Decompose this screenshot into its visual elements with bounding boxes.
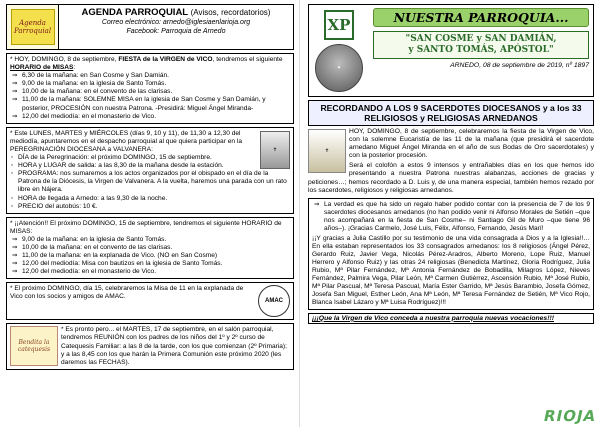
list-item: ⇒ 12,00 del mediodía: Misa con bautizos en la iglesia de Santo Tomás.: [22, 260, 290, 268]
virgin-image-icon: ✝: [260, 131, 290, 169]
virgin-statue-icon: ✝: [308, 129, 346, 173]
agenda-logo-icon: Agenda Parroquial: [11, 9, 55, 45]
agenda-header: [6, 4, 294, 50]
agenda-facebook: Facebook: Parroquia de Arnedo: [126, 28, 226, 35]
notice-catechesis: Bendita la catequesis * Es pronto pero... el MARTES, 17 de septiembre, en el salón parroquial, tendremos REUNIÓN con los padres de los niños del 1º y 2º curso de Catequesis Familiar: a las 8 de la tarde, con los que comienzan (2º Primaria); y a las 8,45 con los que harán la Primera Comunión este próximo 2020 (les daremos las FECHAS).: [6, 323, 294, 369]
list-item: ⇒ 11,00 de la mañana: en la explanada de Vico. (NO en San Cosme): [22, 252, 290, 260]
list-item: ◦ DÍA de la Peregrinación: el próximo DOMINGO, 15 de septiembre.: [18, 154, 290, 162]
notice-pilgrimage: ✝ * Este LUNES, MARTES y MIÉRCOLES (días 9, 10 y 11), de 11,30 a 12,30 del mediodía, apuntaremos en el despacho parroquial al que quiera participar en la PEREGRINACIÓN DIOCESANA a VALVANERA: ◦ DÍA de la Peregrinación: el próximo DOMINGO, 15 de septiembre. ◦ HORA y LUGAR de salida: a las 8,30 de la mañana desde la estación. ◦ PROGRAMA: nos sumaremos a los actos organizados por el obispado en el día de la Patrona de la Diócesis, la Virgen de Valvanera. A la vuelta, haremos una parada con un rato libre en Nájera. ◦ HORA de llegada a Arnedo: a las 9,30 de la noche. ◦ PRECIO del autobús: 10 €.: [6, 127, 294, 214]
parish-names: "SAN COSME y SAN DAMIÁN, y SANTO TOMÁS, APÓSTOL": [373, 31, 589, 59]
list-item: ◦ HORA de llegada a Arnedo: a las 9,30 de la noche.: [18, 195, 290, 203]
right-page: [300, 0, 600, 427]
article-highlight-box: ⇒ La verdad es que ha sido un regalo haber podido contar con la presencia de 7 de los 9 sacerdotes diocesanos arnedanos (no han podido venir ni Alfonso Morales de Setién –que nos acompañará en la fiesta de San Cosme– ni Santiago Gil de Muro –que tiene 96 años–). ¡Gracias Carmelo, José Luis, Félix, Alfonso, Fernando, Jesús Marí! ¡¡Y gracias a Julia Castillo por su testimonio de una vida consagrada a Dios y a la Iglesia!!… En ella estaban representados los 33 consagrados arnedanos: los 8 religiosos (Ángel Pérez, Gerardo Ruiz, Javier Vega, Nicolás Pérez-Aradros, Alberto Moreno, Lope Ruiz, Manuel Herrero y Alfonso Ruiz) y las otras 24 religiosas (Benedicta Martínez, Gloria Rodríguez, Julia Rubio, Mª Pilar Fernández, Mª Antonia Fernández de Bobadilla, Milagros López, Nieves Fernández, Palmira Vega, Pilar León, Mª Carmen Gutiérrez, Ascensión Rubio, Mª José Rubio, Mª Pilar Pascual, Mª Teresa Pascual, María Ester Garrido, Mª Jesús Barambio, Josefa Gómez, Josefa San Miguel, Esther León, Ana Mª León, Mª Teresa Fernández de Setién, Mª Vico Rojo, Blanca Isabel Lázaro y Mª Luisa Rodríguez)!!!: [308, 198, 594, 310]
pilgrimage-list: [10, 154, 290, 211]
list-item: ⇒ 10,00 de la mañana: en el convento de las clarisas.: [22, 244, 290, 252]
rioja-watermark: RIOJA: [542, 407, 598, 425]
list-item: ⇒ 9,00 de la mañana: en la iglesia de Santo Tomás.: [22, 80, 290, 88]
article-title: RECORDANDO A LOS 9 SACERDOTES DIOCESANOS y a los 33 RELIGIOSOS y RELIGIOSAS ARNEDANOS: [308, 100, 594, 126]
list-item: ◦ HORA y LUGAR de salida: a las 8,30 de la mañana desde la estación.: [18, 162, 290, 170]
issue-date: ARNEDO, 08 de septiembre de 2019, nº 1897: [450, 62, 589, 69]
agenda-title: AGENDA PARROQUIAL (Avisos, recordatorios): [81, 7, 271, 18]
masses-next-list: [10, 236, 290, 276]
notice-masses-next-sunday: * ¡¡Atención!! El próximo DOMINGO, 15 de septiembre, tendremos el siguiente HORARIO de MISAS: ⇒ 9,00 de la mañana: en la iglesia de Santo Tomás. ⇒ 10,00 de la mañana: en el convento de las clarisas. ⇒ 11,00 de la mañana: en la explanada de Vico. (NO en San Cosme) ⇒ 12,00 del mediodía: Misa con bautizos en la iglesia de Santo Tomás. ⇒ 12,00 del mediodía: en el monasterio de Vico.: [6, 217, 294, 280]
chi-rho-icon: XP: [324, 10, 354, 40]
list-item: ⇒ 11,00 de la mañana: SOLEMNE MISA en la iglesia de San Cosme y San Damián, y posterior, PROCESIÓN con nuestra Patrona. -Presidirá: Miguel Ángel Miranda-: [22, 96, 290, 112]
article-body: ✝ HOY, DOMINGO, 8 de septiembre, celebraremos la fiesta de la Virgen de Vico, con la solemne Eucaristía de las 11 de la mañana (que presidirá el sacerdote arnedano Miguel Ángel Miranda en el año de sus Bodas de Oro sacerdotales) y con la posterior procesión. Será el colofón a estos 9 intensos y entrañables días en los que hemos ido presentando a nuestra Patrona nuestras alabanzas, acciones de gracias y peticiones…; hemos recordado a D. Luis y, de una manera especial, también hemos rezado por los sacerdotes, religiosos y religiosas arnedanos.: [308, 128, 594, 194]
amac-logo-icon: AMAC: [258, 285, 290, 317]
agenda-email: Correo electrónico: arnedo@iglesiaenlarioja.org: [101, 19, 251, 26]
list-item: ⇒ 9,00 de la mañana: en la iglesia de Santo Tomás.: [22, 236, 290, 244]
newsletter-header: [308, 4, 594, 97]
list-item: ⇒ 10,00 de la mañana: en el convento de las clarisas.: [22, 88, 290, 96]
list-item: ◦ PRECIO del autobús: 10 €.: [18, 203, 290, 211]
notice-amac: AMAC * El próximo DOMINGO, día 15, celebraremos la Misa de 11 en la explanada de Vico con los socios y amigos de AMAC.: [6, 282, 294, 320]
masses-today-list: [10, 72, 290, 121]
list-item: ⇒ 12,00 del mediodía: en el monasterio de Vico.: [22, 113, 290, 121]
newsletter-title: NUESTRA PARROQUIA...: [373, 8, 589, 27]
closing-line: ¡¡¡Que la Virgen de Vico conceda a nuestra parroquia nuevas vocaciones!!!: [308, 313, 594, 324]
list-item: ⇒ La verdad es que ha sido un regalo haber podido contar con la presencia de 7 de los 9 sacerdotes diocesanos arnedanos (no han podido venir ni Alfonso Morales de Setién –que nos acompañará en la fiesta de San Cosme– ni Santiago Gil de Muro –que tiene 96 años–). ¡Gracias Carmelo, José Luis, Félix, Alfonso, Fernando, Jesús Marí!: [324, 201, 590, 233]
agenda-logo: [7, 5, 59, 49]
notice-masses-today: * HOY, DOMINGO, 8 de septiembre, FIESTA de la VIRGEN de VICO, tendremos el siguiente HORARIO de MISAS: ⇒ 6,30 de la mañana: en San Cosme y San Damián. ⇒ 9,00 de la mañana: en la iglesia de Santo Tomás. ⇒ 10,00 de la mañana: en el convento de las clarisas. ⇒ 11,00 de la mañana: SOLEMNE MISA en la iglesia de San Cosme y San Damián, y posterior, PROCESIÓN con nuestra Patrona. -Presidirá: Miguel Ángel Miranda- ⇒ 12,00 del mediodía: en el monasterio de Vico.: [6, 53, 294, 124]
list-item: ◦ PROGRAMA: nos sumaremos a los actos organizados por el obispado en el día de la Patrona de la Diócesis, la Virgen de Valvanera. A la vuelta, haremos una parada con un rato libre en Nájera.: [18, 170, 290, 194]
list-item: ⇒ 12,00 del mediodía: en el monasterio de Vico.: [22, 268, 290, 276]
catechesis-logo-icon: Bendita la catequesis: [10, 326, 58, 366]
virgin-medallion-icon: ✦: [315, 44, 363, 92]
list-item: ⇒ 6,30 de la mañana: en San Cosme y San Damián.: [22, 72, 290, 80]
